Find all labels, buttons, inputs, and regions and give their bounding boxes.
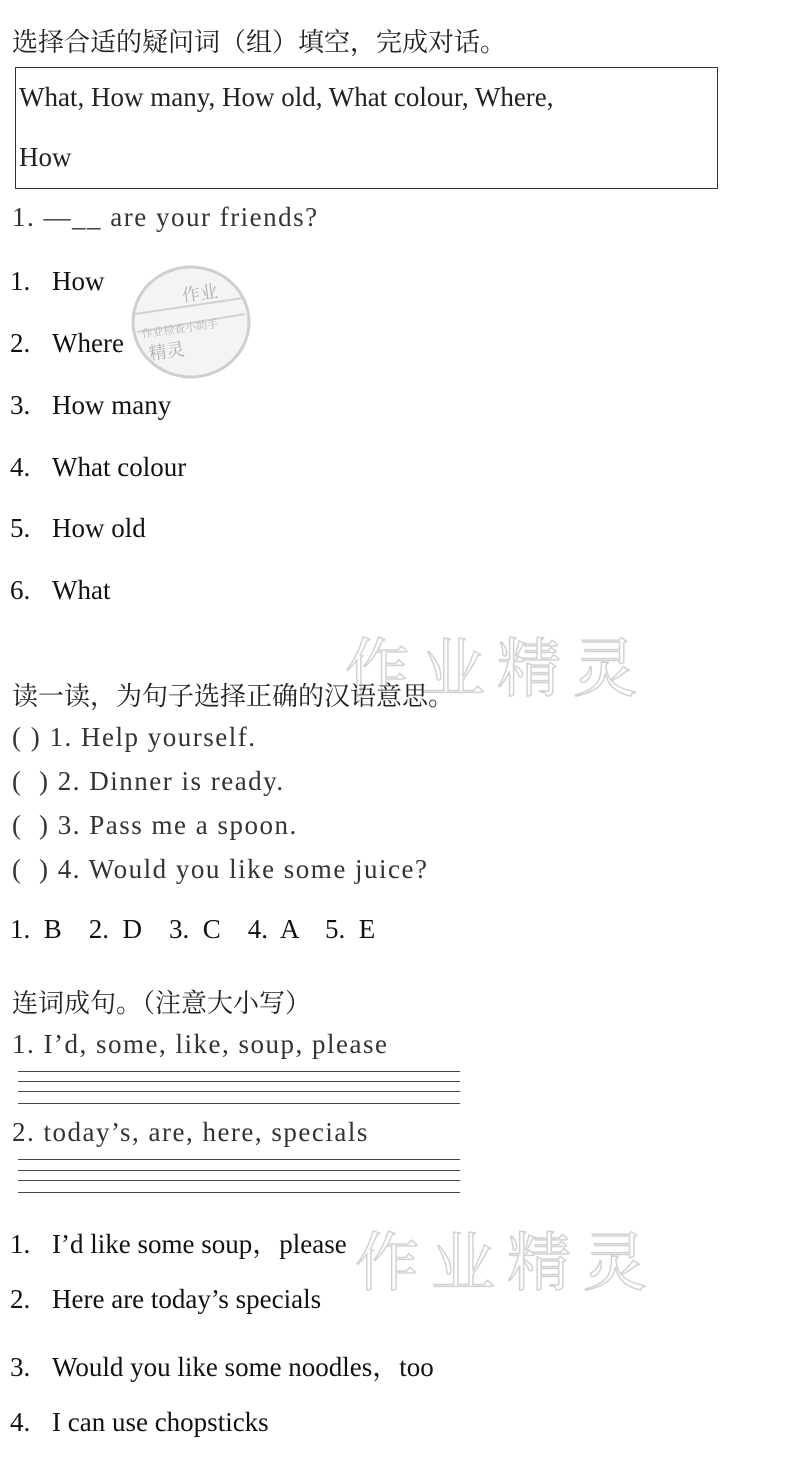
writing-line <box>18 1081 460 1082</box>
section3-prompt-1: 1. I’d, some, like, soup, please <box>12 1029 389 1059</box>
writing-line <box>18 1192 460 1193</box>
answer-number: 4. <box>10 1407 31 1437</box>
writing-line <box>18 1180 460 1181</box>
answer-text: What colour <box>52 452 187 482</box>
section1-answer-4 <box>10 452 186 483</box>
word-bank-box <box>15 67 718 189</box>
answer-number: 3. <box>10 1352 31 1382</box>
answer-text: Would you like some noodles，too <box>52 1352 434 1382</box>
section3-answer-2 <box>10 1284 321 1315</box>
section3-prompt-2: 2. today’s, are, here, specials <box>12 1117 369 1147</box>
answer-text: I can use chopsticks <box>52 1407 269 1437</box>
section3-answer-1 <box>10 1222 347 1261</box>
answer-number: 3. <box>10 390 31 420</box>
answer-number: 1. <box>10 1229 31 1259</box>
answer-number: 5. <box>10 513 31 543</box>
answer-number: 2. <box>10 328 31 358</box>
answer-number: 2. <box>10 1284 31 1314</box>
section3-answer-4 <box>10 1407 269 1438</box>
section2-item-1: ( ) 1. Help yourself. <box>12 722 257 752</box>
section2-item-2: ( ) 2. Dinner is ready. <box>12 766 285 796</box>
stamp-bottom-text: 精灵 <box>147 339 187 365</box>
section1-answer-6 <box>10 575 110 606</box>
word-bank-line-1: What, How many, How old, What colour, Where, <box>19 82 554 112</box>
writing-line <box>18 1103 460 1104</box>
section1-heading: 选择合适的疑问词（组）填空，完成对话。 <box>12 28 507 58</box>
answer-text: Where <box>52 328 124 358</box>
watermark-2: 作业精灵 <box>355 1227 659 1301</box>
section1-answer-3 <box>10 390 171 421</box>
stamp-top-text: 作业 <box>180 281 220 307</box>
writing-line <box>18 1071 460 1072</box>
writing-line <box>18 1091 460 1092</box>
section2-item-4: ( ) 4. Would you like some juice? <box>12 854 429 884</box>
stamp-middle-text: 作业检查小助手 <box>140 317 219 341</box>
section1-answer-5 <box>10 513 146 544</box>
section2-answer-line: 1. B 2. D 3. C 4. A 5. E <box>10 914 376 944</box>
answer-text: What <box>52 575 111 605</box>
section2-item-3: ( ) 3. Pass me a spoon. <box>12 810 298 840</box>
watermark-1: 作业精灵 <box>345 633 649 707</box>
section1-answer-1 <box>10 266 105 297</box>
writing-line <box>18 1170 460 1171</box>
section1-question: 1. —__ are your friends? <box>12 202 319 232</box>
section1-answer-2 <box>10 328 124 359</box>
answer-number: 6. <box>10 575 31 605</box>
answer-number: 4. <box>10 452 31 482</box>
section2-heading: 读一读，为句子选择正确的汉语意思。 <box>12 682 455 712</box>
answer-text: Here are today’s specials <box>52 1284 322 1314</box>
answer-number: 1. <box>10 266 31 296</box>
writing-line <box>18 1159 460 1160</box>
answer-text: How old <box>52 513 146 543</box>
homework-helper-stamp <box>123 262 253 384</box>
answer-text: I’d like some soup，please <box>52 1229 347 1259</box>
word-bank-line-2: How <box>19 142 72 172</box>
answer-text: How many <box>52 390 172 420</box>
answer-text: How <box>52 266 105 296</box>
section3-answer-3 <box>10 1345 434 1384</box>
section3-heading: 连词成句。（注意大小写） <box>12 989 312 1019</box>
